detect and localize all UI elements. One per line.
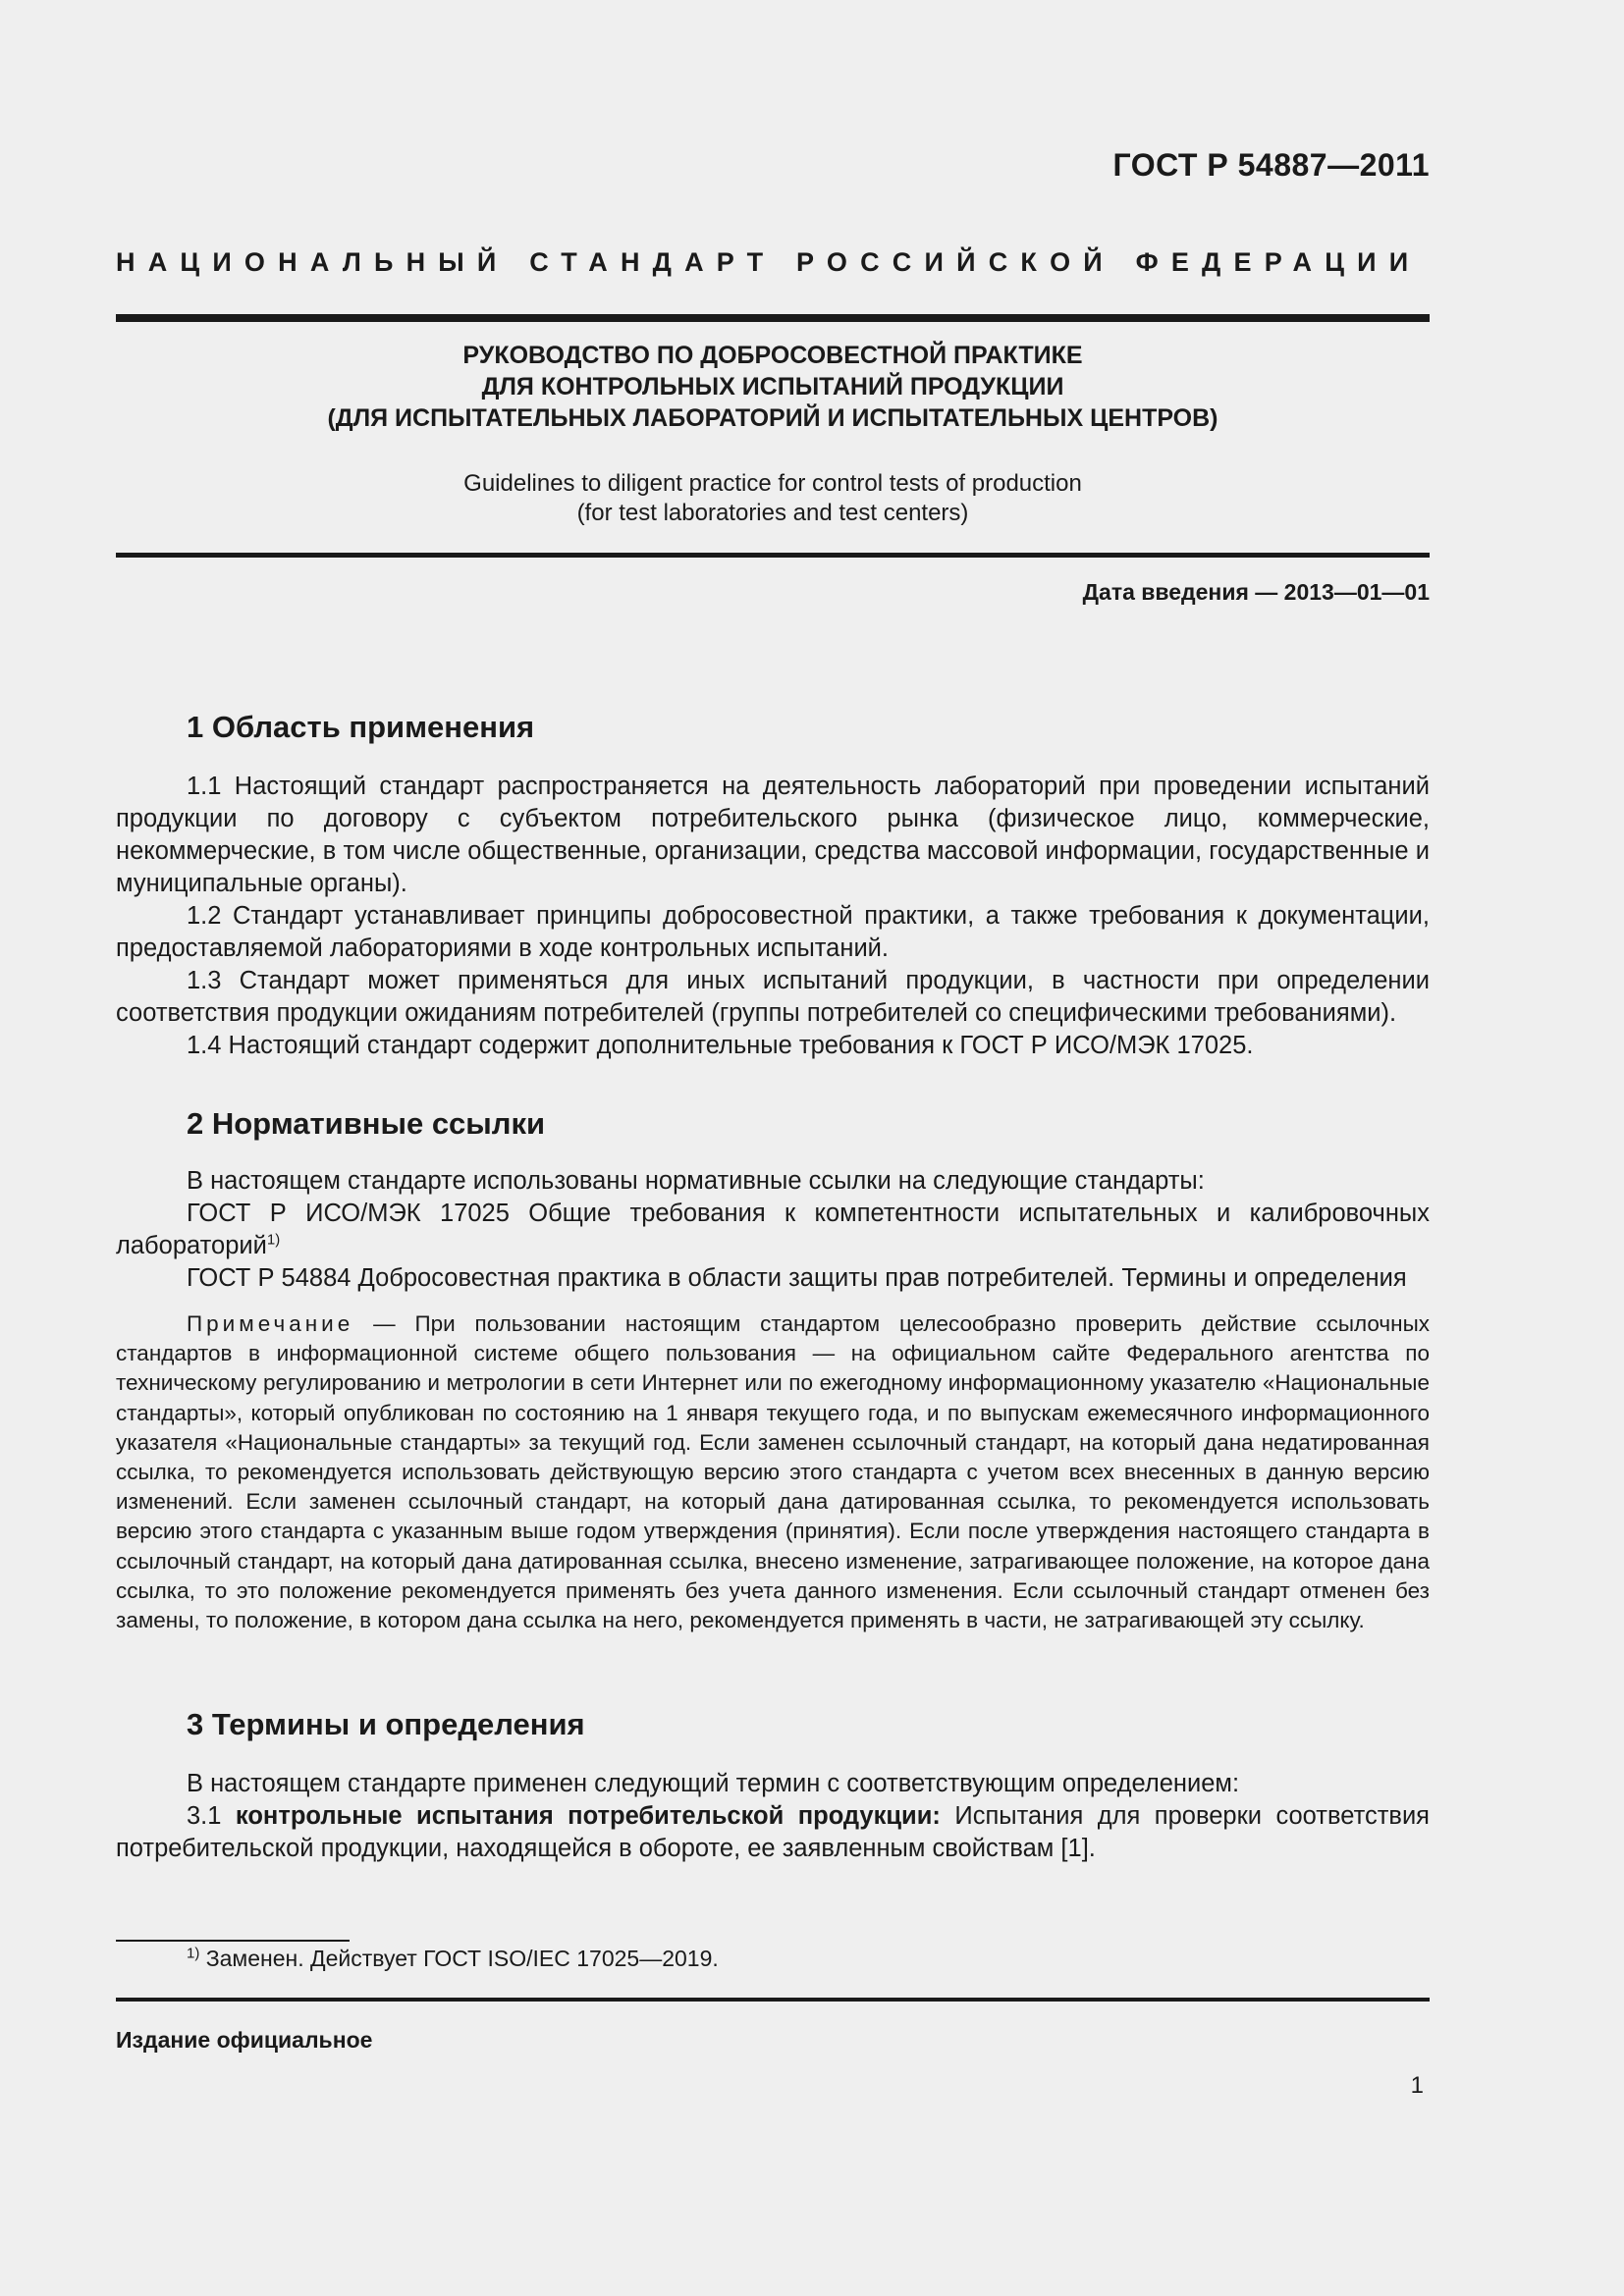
paragraph-1-2: 1.2 Стандарт устанавливает принципы добросовестной практики, а также требования к документации, предоставляемой лабораториями в ходе контрольных испытаний.: [116, 902, 1430, 962]
document-title-en: [116, 469, 1430, 528]
section-2-heading: 2 Нормативные ссылки: [187, 1106, 546, 1141]
section-2-body: [116, 1165, 1430, 1295]
term-3-1: [116, 1800, 1430, 1865]
title-rule: [116, 553, 1430, 558]
reference-gost-17025: [116, 1198, 1430, 1262]
footnote-ref-1[interactable]: 1): [266, 1231, 281, 1249]
edition-label: Издание официальное: [116, 2027, 373, 2053]
paragraph-2-intro: В настоящем стандарте использованы нормативные ссылки на следующие стандарты:: [187, 1167, 1205, 1195]
introduction-date: Дата введения — 2013—01—01: [1082, 579, 1430, 605]
section-3-heading: 3 Термины и определения: [187, 1707, 585, 1741]
title-ru-line-2: ДЛЯ КОНТРОЛЬНЫХ ИСПЫТАНИЙ ПРОДУКЦИИ: [481, 373, 1064, 400]
gost-code: ГОСТ Р 54887—2011: [1112, 147, 1430, 183]
title-en-line-1: Guidelines to diligent practice for control tests of production: [463, 470, 1082, 497]
section-3-body: [116, 1768, 1430, 1865]
national-standard-banner: НАЦИОНАЛЬНЫЙ СТАНДАРТ РОССИЙСКОЙ ФЕДЕРАЦИИ: [116, 247, 1422, 277]
section-1-heading: 1 Область применения: [187, 710, 535, 744]
document-title-ru: [116, 340, 1430, 434]
note-text: — При пользовании настоящим стандартом целесообразно проверить действие ссылочных стандартов в информационной системе общего пользования — на официальном сайте Федерального агентства по техническому регулированию и метрологии в сети Интернет или по ежегодному информационному указателю «Национальные стандарты», который опубликован по состоянию на 1 января текущего года, и по выпускам ежемесячного информационного указателя «Национальные стандарты» за текущий год. Если заменен ссылочный стандарт, на который дана недатированная ссылка, то рекомендуется использовать действующую версию этого стандарта с учетом всех внесенных в данную версию изменений. Если заменен ссылочный стандарт, на который дана датированная ссылка, то рекомендуется использовать версию этого стандарта с указанным выше годом утверждения (принятия). Если после утверждения настоящего стандарта в ссылочный стандарт, на который дана датированная ссылка, внесено изменение, затрагивающее положение, на которое дана ссылка, то это положение рекомендуется применять без учета данного изменения. Если ссылочный стандарт отменен без замены, то положение, в котором дана ссылка на него, рекомендуется применять в части, не затрагивающей эту ссылку.: [116, 1311, 1430, 1633]
title-en-line-2: (for test laboratories and test centers): [576, 500, 969, 526]
header-rule: [116, 314, 1430, 322]
term-3-1-number: 3.1: [187, 1802, 236, 1830]
paragraph-1-1: 1.1 Настоящий стандарт распространяется на деятельность лабораторий при проведении испытаний продукции по договору с субъектом потребительского рынка (физическое лицо, коммерческие, некоммерческие, в том числе общественные, организации, средства массовой информации, государственные и муниципальные органы).: [116, 773, 1430, 897]
term-3-1-definition: Испытания для проверки соответствия потребительской продукции, находящейся в обороте, ее заявленным свойствам [1].: [116, 1802, 1430, 1862]
footnote-text: Заменен. Действует ГОСТ ISO/IEC 17025—2019.: [199, 1946, 719, 1971]
paragraph-3-intro: В настоящем стандарте применен следующий термин с соответствующим определением:: [187, 1770, 1240, 1797]
note-label: Примечание: [187, 1311, 354, 1336]
footer-rule: [116, 1998, 1430, 2002]
page-number: 1: [1410, 2072, 1424, 2099]
title-ru-line-3: (ДЛЯ ИСПЫТАТЕЛЬНЫХ ЛАБОРАТОРИЙ И ИСПЫТАТЕЛЬНЫХ ЦЕНТРОВ): [327, 404, 1218, 432]
footnote-1: [187, 1946, 719, 1972]
note: [116, 1309, 1430, 1635]
footnote-mark: 1): [187, 1945, 200, 1962]
document-page: [116, 0, 1430, 2296]
paragraph-1-3: 1.3 Стандарт может применяться для иных испытаний продукции, в частности при определении соответствия продукции ожиданиям потребителей (группы потребителей со специфическими требованиями).: [116, 967, 1430, 1027]
reference-gost-54884: ГОСТ Р 54884 Добросовестная практика в области защиты прав потребителей. Термины и определения: [187, 1264, 1407, 1292]
reference-gost-17025-text: ГОСТ Р ИСО/МЭК 17025 Общие требования к компетентности испытательных и калибровочных лабораторий: [116, 1200, 1430, 1259]
footnote-separator: [116, 1940, 350, 1942]
paragraph-1-4: 1.4 Настоящий стандарт содержит дополнительные требования к ГОСТ Р ИСО/МЭК 17025.: [187, 1032, 1254, 1059]
title-ru-line-1: РУКОВОДСТВО ПО ДОБРОСОВЕСТНОЙ ПРАКТИКЕ: [462, 342, 1083, 369]
section-1-body: [116, 771, 1430, 1062]
term-3-1-name: контрольные испытания потребительской продукции:: [235, 1802, 941, 1830]
